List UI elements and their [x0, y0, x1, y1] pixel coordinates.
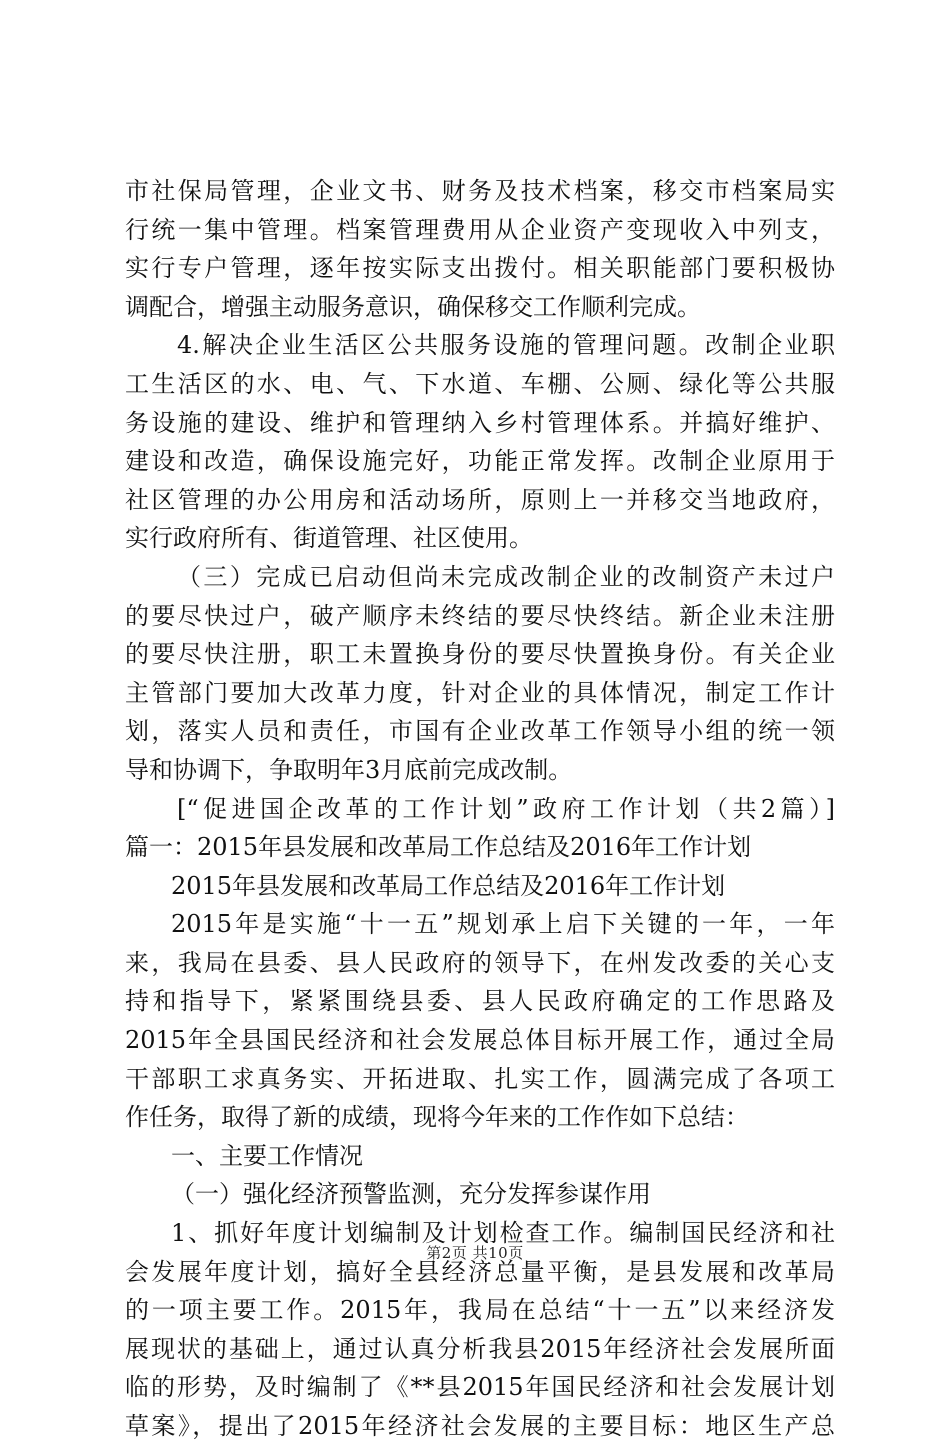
text-line: 作任务，取得了新的成绩，现将今年来的工作作如下总结：	[125, 1103, 749, 1132]
text-line: 持和指导下，紧紧围绕县委、县人民政府确定的工作思路及	[125, 987, 835, 1016]
text-line: 4.解决企业生活区公共服务设施的管理问题。改制企业职	[177, 331, 835, 360]
article-subtitle: 2015年县发展和改革局工作总结及2016年工作计划	[171, 871, 726, 900]
text-line: 的要尽快注册，职工未置换身份的要尽快置换身份。有关企业	[125, 640, 835, 669]
text-line: 建设和改造，确保设施完好，功能正常发挥。改制企业原用于	[125, 447, 835, 476]
text-line: 行统一集中管理。档案管理费用从企业资产变现收入中列支，	[125, 215, 835, 244]
subsection-heading: （一）强化经济预警监测，充分发挥参谋作用	[171, 1180, 651, 1209]
text-line: 2015年全县国民经济和社会发展总体目标开展工作，通过全局	[125, 1026, 835, 1055]
text-line: 划，落实人员和责任，市国有企业改革工作领导小组的统一领	[125, 717, 835, 746]
text-line: （三）完成已启动但尚未完成改制企业的改制资产未过户	[177, 562, 835, 591]
text-line: 的要尽快过户，破产顺序未终结的要尽快终结。新企业未注册	[125, 601, 835, 630]
text-line: 会发展年度计划，搞好全县经济总量平衡，是县发展和改革局	[125, 1257, 835, 1286]
text-line: 实行政府所有、街道管理、社区使用。	[125, 524, 533, 553]
text-line: 来，我局在县委、县人民政府的领导下，在州发改委的关心支	[125, 948, 835, 977]
text-line: 调配合，增强主动服务意识，确保移交工作顺利完成。	[125, 292, 701, 321]
text-line: 主管部门要加大改革力度，针对企业的具体情况，制定工作计	[125, 678, 835, 707]
article-title: 篇一：2015年县发展和改革局工作总结及2016年工作计划	[125, 833, 752, 862]
text-line: 干部职工求真务实、开拓进取、扎实工作，圆满完成了各项工	[125, 1064, 835, 1093]
page-number: 第2页 共10页	[426, 1244, 524, 1262]
text-line: 2015年是实施“十一五”规划承上启下关键的一年，一年	[171, 910, 835, 939]
text-line: 的一项主要工作。2015年，我局在总结“十一五”以来经济发	[125, 1296, 835, 1325]
section-heading: [“促进国企改革的工作计划”政府工作计划（共2篇）]	[177, 794, 835, 823]
text-line: 市社保局管理，企业文书、财务及技术档案，移交市档案局实	[125, 177, 835, 205]
text-line: 草案》，提出了2015年经济社会发展的主要目标：地区生产总	[125, 1412, 835, 1440]
section-heading: 一、主要工作情况	[171, 1141, 363, 1170]
text-line: 临的形势，及时编制了《**县2015年国民经济和社会发展计划	[125, 1373, 835, 1402]
text-line: 社区管理的办公用房和活动场所，原则上一并移交当地政府，	[125, 485, 835, 514]
text-line: 工生活区的水、电、气、下水道、车棚、公厕、绿化等公共服	[125, 369, 835, 398]
text-line: 导和协调下，争取明年3月底前完成改制。	[125, 755, 573, 784]
text-line: 实行专户管理，逐年按实际支出拨付。相关职能部门要积极协	[125, 254, 835, 283]
text-line: 展现状的基础上，通过认真分析我县2015年经济社会发展所面	[125, 1334, 835, 1363]
text-line: 1、抓好年度计划编制及计划检查工作。编制国民经济和社	[171, 1219, 835, 1248]
text-line: 务设施的建设、维护和管理纳入乡村管理体系。并搞好维护、	[125, 408, 835, 437]
